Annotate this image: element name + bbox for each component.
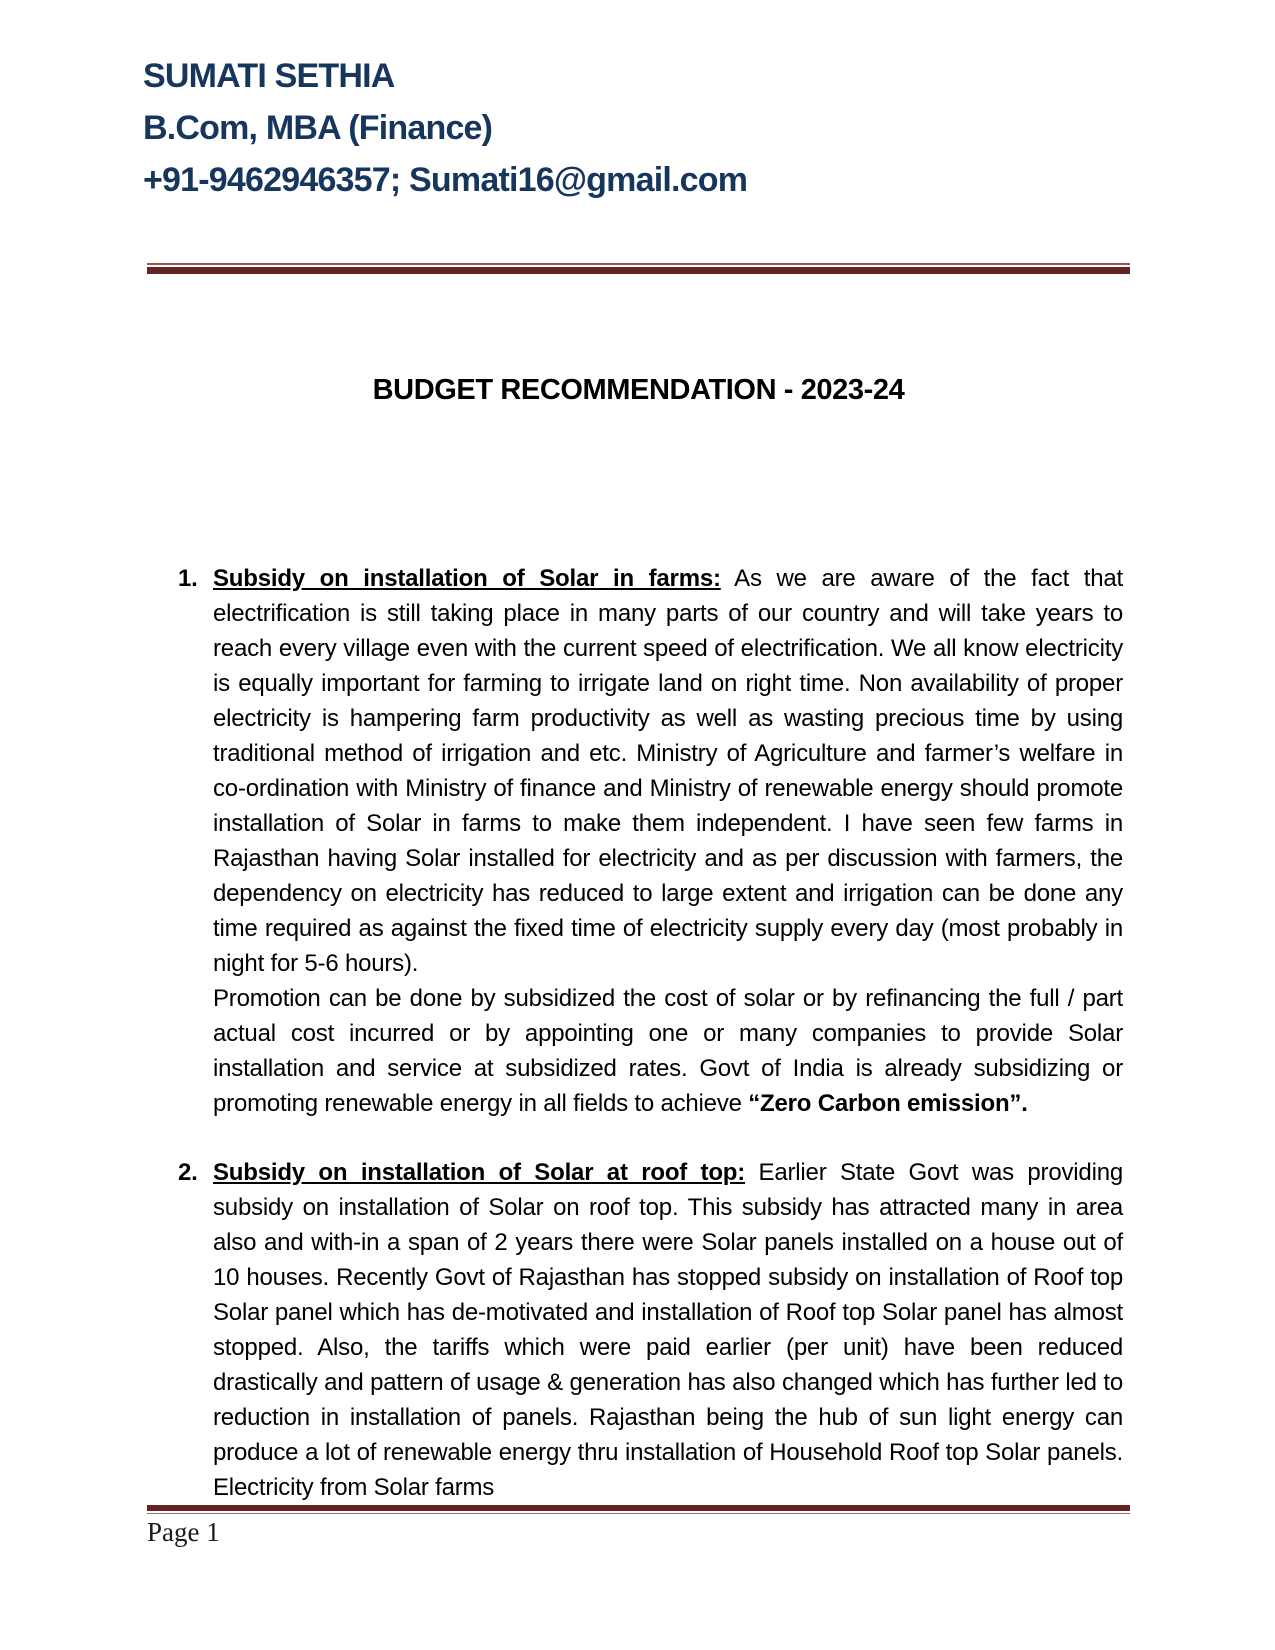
list-item-1 (178, 561, 1123, 1121)
item-1-heading: Subsidy on installation of Solar in farms: (213, 565, 721, 592)
item-2-text: Earlier State Govt was providing subsidy on installation of Solar on roof top. This subsidy has attracted many in area also and with-in a span of 2 years there were Solar panels installed on a house out of 10 houses. Recently Govt of Rajasthan has stopped subsidy on installation of Roof top Solar panel which has de-motivated and installation of Roof top Solar panel has almost stopped. Also, the tariffs which were paid earlier (per unit) have been reduced drastically and pattern of usage & generation has also changed which has further led to reduction in installation of panels. Rajasthan being the hub of sun light energy can produce a lot of renewable energy thru installation of Household Roof top Solar panels. Electricity from Solar farms (213, 1159, 1123, 1501)
author-contact: +91-9462946357; Sumati16@gmail.com (143, 161, 748, 199)
footer-divider-thick-line (147, 1505, 1130, 1511)
footer-divider (147, 1505, 1130, 1514)
author-credentials: B.Com, MBA (Finance) (143, 109, 493, 147)
footer-divider-thin-line (147, 1513, 1130, 1514)
item-1-body (213, 561, 1123, 1121)
page-number: Page 1 (147, 1517, 220, 1547)
item-1-bold-phrase: “Zero Carbon emission”. (748, 1090, 1028, 1117)
item-1-number: 1. (178, 565, 198, 592)
item-1-text: As we are aware of the fact that electrification is still taking place in many parts of our country and will take years to reach every village even with the current speed of electrification. We all know electricity is equally important for farming to irrigate land on right time. Non availability of proper electricity is hampering farm productivity as well as wasting precious time by using traditional method of irrigation and etc. Ministry of Agriculture and farmer’s welfare in co-ordination with Ministry of finance and Ministry of renewable energy should promote installation of Solar in farms to make them independent. I have seen few farms in Rajasthan having Solar installed for electricity and as per discussion with farmers, the dependency on electricity has reduced to large extent and irrigation can be done any time required as against the fixed time of electricity supply every day (most probably in night for 5-6 hours). (213, 565, 1123, 977)
recommendation-list (178, 561, 1123, 1539)
document-title: BUDGET RECOMMENDATION - 2023-24 (372, 374, 905, 406)
header-divider-thick-line (147, 267, 1130, 274)
item-2-paragraph-1 (213, 1155, 1123, 1505)
item-1-paragraph-1 (213, 561, 1123, 981)
letterhead (143, 50, 747, 206)
author-name: SUMATI SETHIA (143, 57, 395, 95)
item-2-number: 2. (178, 1159, 198, 1186)
header-divider (147, 263, 1130, 274)
header-divider-thin-line (147, 263, 1130, 265)
list-item-2 (178, 1155, 1123, 1505)
item-2-body (213, 1155, 1123, 1505)
item-2-heading: Subsidy on installation of Solar at roof top: (213, 1159, 746, 1186)
item-1-paragraph-2 (213, 981, 1123, 1121)
item-1-text-continued: Promotion can be done by subsidized the cost of solar or by refinancing the full / part actual cost incurred or by appointing one or many companies to provide Solar installation and service at subsidized rates. Govt of India is already subsidizing or promoting renewable energy in all fields to achieve (213, 985, 1123, 1117)
